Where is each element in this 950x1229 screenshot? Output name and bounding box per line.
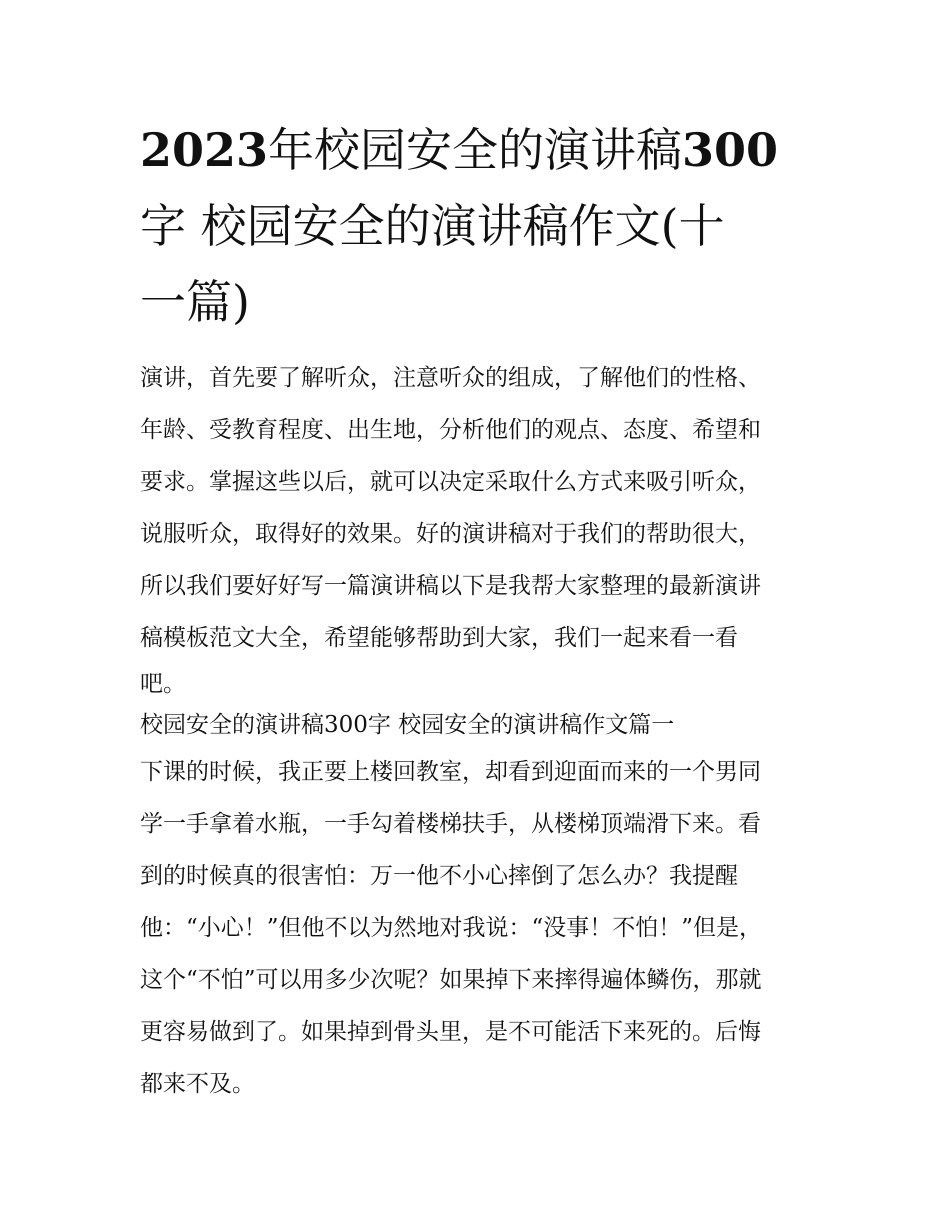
intro-line: 稿模板范文大全，希望能够帮助到大家，我们一起来看一看 — [140, 625, 738, 651]
section-line: 学一手拿着水瓶，一手勾着楼梯扶手，从楼梯顶端滑下来。看 — [140, 811, 761, 837]
section-line: 这个“不怕”可以用多少次呢？如果掉下来摔得遍体鳞伤，那就 — [140, 967, 762, 993]
document-title — [140, 112, 820, 340]
title-line-3: 一篇) — [140, 275, 250, 329]
section-line: 到的时候真的很害怕：万一他不小心摔倒了怎么办？我提醒 — [140, 863, 738, 889]
section-line: 下课的时候，我正要上楼回教室，却看到迎面而来的一个男同 — [140, 759, 761, 785]
title-text-1: 年校园安全的演讲稿 — [268, 123, 683, 177]
title-word-count: 300 — [682, 123, 779, 177]
section-line: 他：“小心！”但他不以为然地对我说：“没事！不怕！”但是， — [140, 915, 763, 941]
intro-line: 要求。掌握这些以后，就可以决定采取什么方式来吸引听众， — [140, 469, 761, 495]
title-line-2: 字 校园安全的演讲稿作文(十 — [140, 199, 725, 253]
section-line: 都来不及。 — [140, 1071, 255, 1097]
section-heading: 校园安全的演讲稿300字 校园安全的演讲稿作文篇一 — [140, 712, 675, 738]
intro-line: 说服听众，取得好的效果。好的演讲稿对于我们的帮助很大， — [140, 521, 761, 547]
section-line: 更容易做到了。如果掉到骨头里，是不可能活下来死的。后悔 — [140, 1019, 761, 1045]
intro-line: 吧。 — [140, 671, 186, 697]
document-body — [140, 352, 830, 1110]
title-line-1 — [140, 112, 820, 188]
title-year: 2023 — [140, 123, 269, 177]
intro-line: 演讲，首先要了解听众，注意听众的组成，了解他们的性格、 — [140, 365, 761, 391]
intro-line: 年龄、受教育程度、出生地，分析他们的观点、态度、希望和 — [140, 417, 761, 443]
intro-line: 所以我们要好好写一篇演讲稿以下是我帮大家整理的最新演讲 — [140, 573, 761, 599]
